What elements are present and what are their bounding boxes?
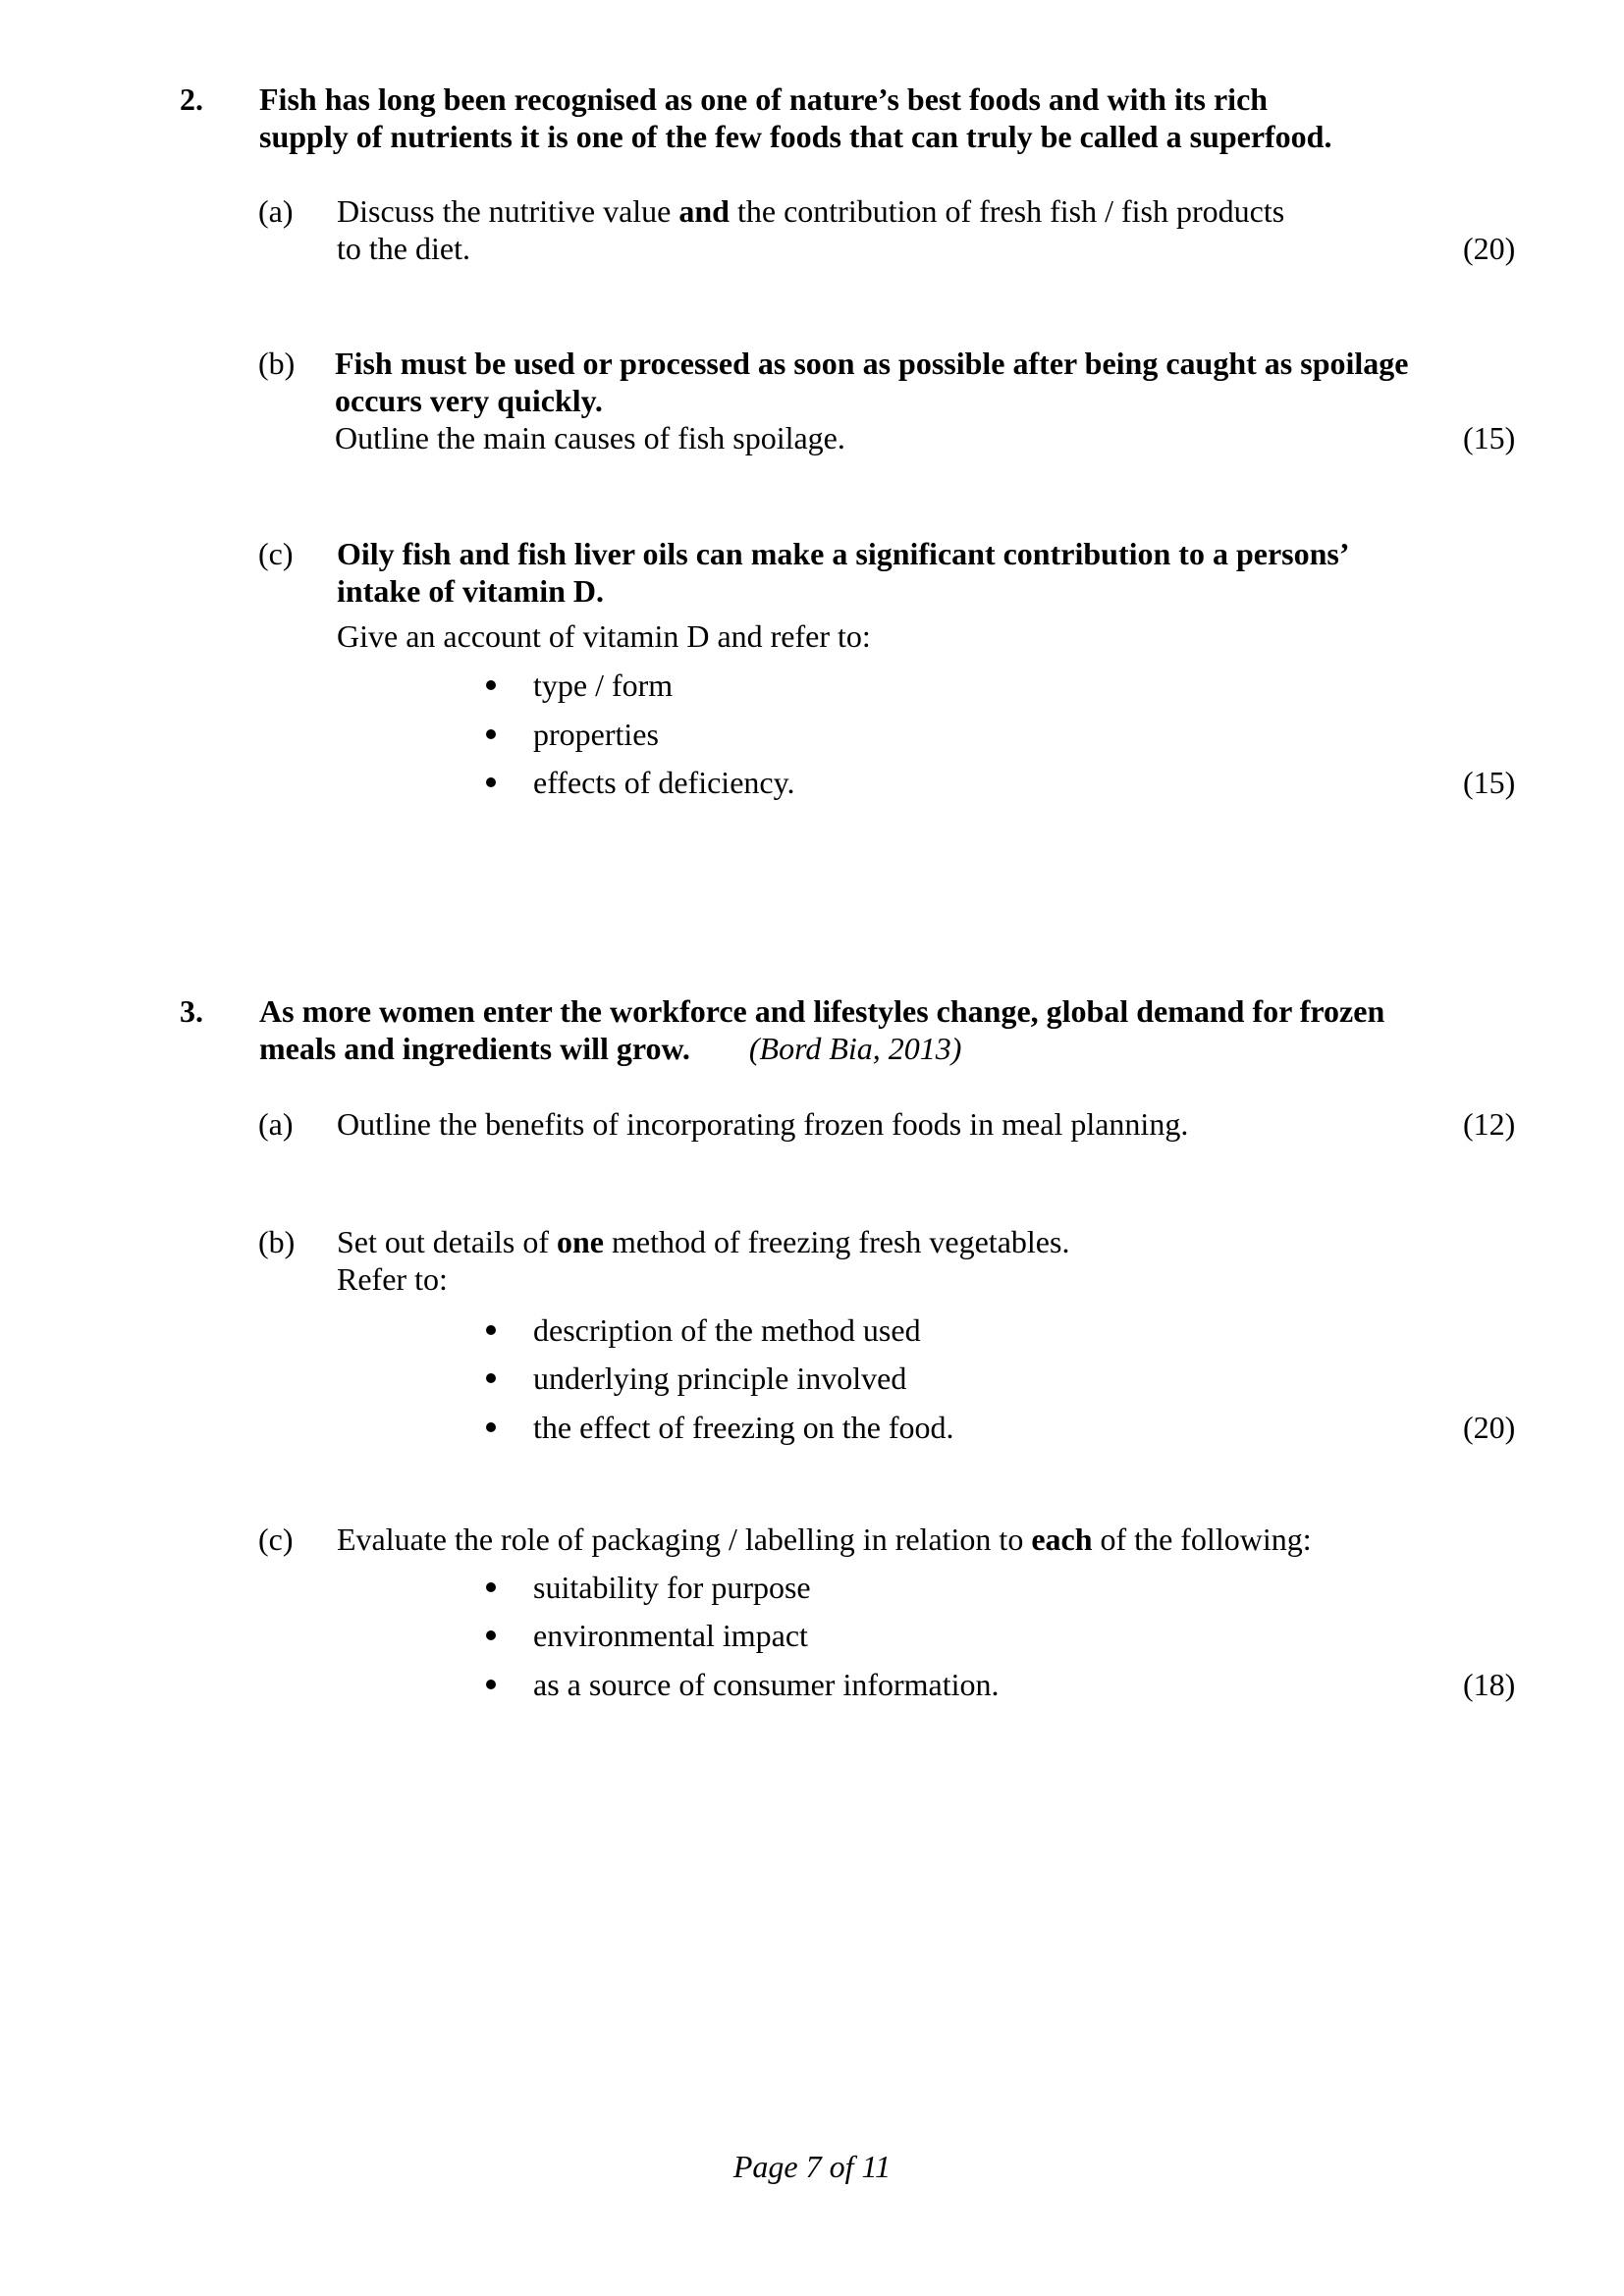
bullet-icon [486, 1630, 496, 1640]
q3-stem-line1: As more women enter the workforce and lifestyles change, global demand for frozen [259, 993, 1385, 1029]
bullet-icon [486, 1373, 496, 1383]
bullet-icon [486, 1582, 496, 1592]
q2b-marks: (15) [1463, 420, 1516, 455]
q2c-bold-line2: intake of vitamin D. [337, 573, 604, 609]
q2-number: 2. [180, 81, 203, 117]
q3c-bullet-3: as a source of consumer information. [533, 1667, 1000, 1702]
q2a-label: (a) [258, 193, 294, 229]
q3c-bullet-2: environmental impact [533, 1618, 808, 1653]
bullet-icon [486, 680, 496, 690]
q2c-bold-line1: Oily fish and fish liver oils can make a significant contribution to a persons’ [337, 536, 1350, 571]
q3c-bullet-1: suitability for purpose [533, 1570, 811, 1605]
q2-stem-line2: supply of nutrients it is one of the few foods that can truly be called a superfood. [259, 119, 1332, 154]
q3b-text: Set out details of one method of freezing fresh vegetables. [337, 1224, 1070, 1259]
q2c-bullet-1: type / form [533, 667, 674, 703]
q2c-text: Give an account of vitamin D and refer to: [337, 618, 871, 654]
q2c-marks: (15) [1463, 765, 1516, 800]
q3a-text: Outline the benefits of incorporating frozen foods in meal planning. [337, 1106, 1189, 1142]
q3-number: 3. [180, 993, 203, 1029]
q3c-text: Evaluate the role of packaging / labelling in relation to each of the following: [337, 1522, 1312, 1557]
q3a-label: (a) [258, 1106, 294, 1142]
q3-citation: (Bord Bia, 2013) [748, 1031, 962, 1066]
q3c-label: (c) [258, 1522, 294, 1557]
bullet-icon [486, 729, 496, 739]
q3-stem-line2: meals and ingredients will grow. (Bord Bia, 2013) [259, 1031, 962, 1066]
q2c-bullet-3: effects of deficiency. [533, 765, 795, 800]
q3b-marks: (20) [1463, 1410, 1516, 1445]
q2b-bold-line2: occurs very quickly. [335, 383, 603, 418]
q3b-bullet-2: underlying principle involved [533, 1361, 907, 1396]
bullet-icon [486, 777, 496, 787]
q3a-marks: (12) [1463, 1106, 1516, 1142]
q3b-label: (b) [258, 1224, 296, 1259]
bullet-icon [486, 1680, 496, 1689]
page-number: Page 7 of 11 [732, 2149, 892, 2184]
q2b-label: (b) [258, 346, 296, 381]
q2a-text: Discuss the nutritive value and the contribution of fresh fish / fish products [337, 193, 1285, 229]
q3b-bullet-3: the effect of freezing on the food. [533, 1410, 954, 1445]
q3c-marks: (18) [1463, 1667, 1516, 1702]
q2c-bullet-2: properties [533, 717, 659, 752]
q3b-line2: Refer to: [337, 1261, 448, 1297]
q2a-marks: (20) [1463, 231, 1516, 266]
bullet-icon [486, 1422, 496, 1432]
q2b-bold-line1: Fish must be used or processed as soon as possible after being caught as spoilage [335, 346, 1409, 381]
q2a-line2: to the diet. [337, 231, 470, 266]
q2-stem-line1: Fish has long been recognised as one of nature’s best foods and with its rich [259, 81, 1269, 117]
q2c-label: (c) [258, 536, 294, 571]
bullet-icon [486, 1325, 496, 1335]
q2b-text: Outline the main causes of fish spoilage. [335, 420, 845, 455]
q3b-bullet-1: description of the method used [533, 1312, 921, 1348]
